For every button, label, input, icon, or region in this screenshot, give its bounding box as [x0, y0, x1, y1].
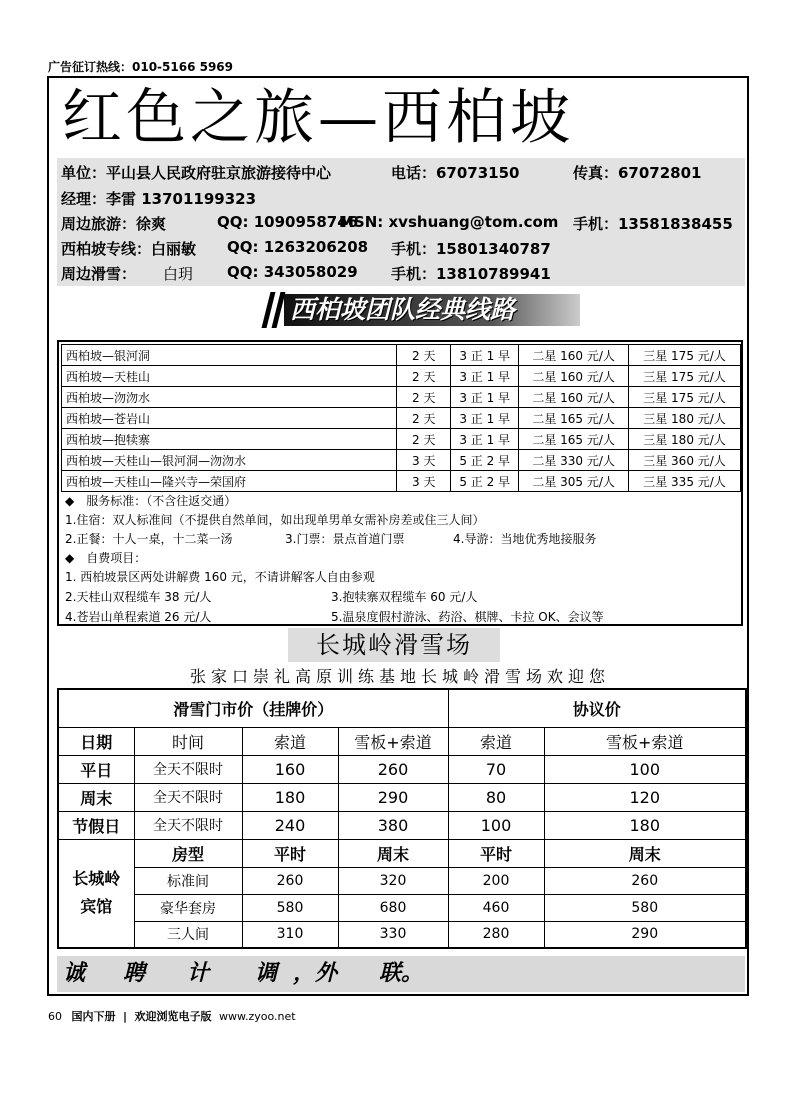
route-days: 2 天 [397, 387, 451, 408]
contact-line-label: 西柏坡专线：白丽敏 [61, 240, 197, 258]
recruit-text: 聘 [123, 961, 146, 986]
price: 240 [242, 811, 338, 839]
hotel-row [58, 921, 746, 948]
contact-tel: 电话：67073150 [391, 164, 520, 182]
extra-item: 5.温泉度假村游泳、药浴、棋牌、卡拉 OK、会议等 [331, 610, 604, 624]
route-name: 西柏坡—抱犊寨 [62, 429, 397, 450]
room-type: 标准间 [134, 867, 242, 894]
hotel-label [58, 839, 134, 948]
route-row [62, 471, 741, 492]
service-meals: 2.正餐：十人一桌，十二菜一汤 [65, 532, 233, 546]
hotel-row [58, 867, 746, 894]
contact-ski-label: 周边滑雪： [61, 265, 137, 283]
footer-separator: | [123, 1010, 128, 1023]
contact-org: 单位：平山县人民政府驻京旅游接待中心 [61, 164, 332, 182]
route-row [62, 387, 741, 408]
hotel-label-line: 长城岭 [72, 869, 121, 889]
time-range: 全天不限时 [134, 783, 242, 811]
rate: 680 [338, 894, 448, 921]
price: 180 [544, 811, 746, 839]
ski-header-row [58, 689, 746, 727]
page-title: 红色之旅—西柏坡 [62, 83, 574, 153]
col-lift: 索道 [448, 727, 544, 755]
service-guide: 4.导游：当地优秀地接服务 [453, 532, 597, 546]
extra-heading: ◆ 自费项目： [65, 551, 147, 565]
route-three-star: 三星 180 元/人 [629, 408, 741, 429]
rate: 290 [544, 921, 746, 948]
route-three-star: 三星 360 元/人 [629, 450, 741, 471]
price: 380 [338, 811, 448, 839]
route-meals: 3 正 1 早 [451, 345, 519, 366]
col-board-lift: 雪板+索道 [544, 727, 746, 755]
rate: 320 [338, 867, 448, 894]
route-days: 2 天 [397, 408, 451, 429]
ad-hotline: 广告征订热线：010-5166 5969 [48, 60, 234, 74]
contact-ski-mobile: 手机：13810789941 [391, 265, 551, 283]
route-row [62, 429, 741, 450]
route-days: 2 天 [397, 366, 451, 387]
route-three-star: 三星 180 元/人 [629, 429, 741, 450]
route-meals: 3 正 1 早 [451, 408, 519, 429]
contact-fax: 传真：67072801 [573, 164, 702, 182]
hotel-row [58, 894, 746, 921]
recruit-text: 调 [255, 961, 278, 986]
ski-price-row [58, 755, 746, 783]
contact-line-mobile: 手机：15801340787 [391, 240, 551, 258]
route-meals: 3 正 1 早 [451, 429, 519, 450]
service-tickets: 3.门票：景点首道门票 [285, 532, 405, 546]
route-meals: 5 正 2 早 [451, 471, 519, 492]
day-type: 平日 [58, 755, 134, 783]
col-weekend: 周末 [338, 839, 448, 867]
route-two-star: 二星 165 元/人 [519, 408, 629, 429]
route-days: 3 天 [397, 471, 451, 492]
contact-tour-label: 周边旅游：徐爽 [61, 215, 167, 233]
col-room-type: 房型 [134, 839, 242, 867]
service-heading: ◆ 服务标准：（不含往返交通） [65, 494, 237, 508]
day-type: 周末 [58, 783, 134, 811]
room-type: 豪华套房 [134, 894, 242, 921]
agreed-price-header: 协议价 [448, 689, 746, 727]
recruit-text: 诚 [63, 961, 86, 986]
extra-item: 4.苍岩山单程索道 26 元/人 [65, 610, 212, 624]
service-lodging: 1.住宿：双人标准间（不提供自然单间，如出现单男单女需补房差或住三人间） [65, 513, 485, 527]
route-days: 2 天 [397, 429, 451, 450]
rate: 200 [448, 867, 544, 894]
day-type: 节假日 [58, 811, 134, 839]
route-name: 西柏坡—银河洞 [62, 345, 397, 366]
route-name: 西柏坡—沕沕水 [62, 387, 397, 408]
ski-resort-subtitle: 张家口崇礼高原训练基地长城岭滑雪场欢迎您 [189, 667, 610, 686]
route-name: 西柏坡—苍岩山 [62, 408, 397, 429]
price: 70 [448, 755, 544, 783]
contact-tour-msn: MSN: xvshuang@tom.com [339, 213, 559, 231]
ski-price-row [58, 811, 746, 839]
route-three-star: 三星 175 元/人 [629, 387, 741, 408]
route-row [62, 345, 741, 366]
recruitment-banner [57, 956, 745, 992]
route-three-star: 三星 175 元/人 [629, 345, 741, 366]
recruit-text: ，外 [293, 961, 338, 986]
footer-url[interactable]: www.zyoo.net [219, 1010, 296, 1023]
routes-banner [262, 292, 582, 328]
price: 160 [242, 755, 338, 783]
market-price-header: 滑雪门市价（挂牌价） [58, 689, 448, 727]
rate: 330 [338, 921, 448, 948]
col-time: 时间 [134, 727, 242, 755]
section-name: 国内下册 [71, 1010, 116, 1023]
route-two-star: 二星 330 元/人 [519, 450, 629, 471]
room-type: 三人间 [134, 921, 242, 948]
route-two-star: 二星 160 元/人 [519, 345, 629, 366]
routes-panel [57, 340, 743, 626]
route-two-star: 二星 160 元/人 [519, 366, 629, 387]
col-date: 日期 [58, 727, 134, 755]
time-range: 全天不限时 [134, 811, 242, 839]
contact-tour-qq: QQ: 1090958746 [217, 213, 359, 231]
page-number: 60 [48, 1010, 62, 1023]
col-weekday: 平时 [242, 839, 338, 867]
route-row [62, 366, 741, 387]
col-lift: 索道 [242, 727, 338, 755]
price: 120 [544, 783, 746, 811]
route-name: 西柏坡—天桂山 [62, 366, 397, 387]
col-board-lift: 雪板+索道 [338, 727, 448, 755]
ski-price-row [58, 783, 746, 811]
contact-ski-qq: QQ: 343058029 [227, 263, 358, 281]
rate: 310 [242, 921, 338, 948]
route-meals: 3 正 1 早 [451, 366, 519, 387]
route-name: 西柏坡—天桂山—银河洞—沕沕水 [62, 450, 397, 471]
contact-manager: 经理：李雷 13701199323 [61, 190, 257, 208]
route-days: 2 天 [397, 345, 451, 366]
route-meals: 3 正 1 早 [451, 387, 519, 408]
hotel-header-row [58, 839, 746, 867]
route-three-star: 三星 335 元/人 [629, 471, 741, 492]
route-two-star: 二星 305 元/人 [519, 471, 629, 492]
col-weekend: 周末 [544, 839, 746, 867]
extra-item: 3.抱犊寨双程缆车 60 元/人 [331, 590, 478, 604]
route-row [62, 408, 741, 429]
page-footer [48, 1008, 296, 1024]
rate: 260 [242, 867, 338, 894]
rate: 580 [242, 894, 338, 921]
route-three-star: 三星 175 元/人 [629, 366, 741, 387]
rate: 460 [448, 894, 544, 921]
price: 100 [448, 811, 544, 839]
footer-tagline: 欢迎浏览电子版 [134, 1010, 212, 1023]
time-range: 全天不限时 [134, 755, 242, 783]
price: 290 [338, 783, 448, 811]
rate: 260 [544, 867, 746, 894]
recruit-text: 联。 [379, 961, 424, 986]
route-meals: 5 正 2 早 [451, 450, 519, 471]
route-row [62, 450, 741, 471]
route-days: 3 天 [397, 450, 451, 471]
route-name: 西柏坡—天桂山—隆兴寺—荣国府 [62, 471, 397, 492]
recruit-text: 计 [187, 961, 210, 986]
price: 180 [242, 783, 338, 811]
contact-panel [57, 158, 745, 286]
extra-item: 2.天桂山双程缆车 38 元/人 [65, 590, 212, 604]
ski-price-table [57, 688, 747, 949]
contact-ski-name: 白玥 [163, 265, 194, 283]
extra-item: 1. 西柏坡景区两处讲解费 160 元，不请讲解客人自由参观 [65, 570, 375, 584]
banner-title: 西柏坡团队经典线路 [290, 295, 516, 324]
route-two-star: 二星 165 元/人 [519, 429, 629, 450]
route-two-star: 二星 160 元/人 [519, 387, 629, 408]
contact-tour-mobile: 手机：13581838455 [573, 215, 733, 233]
price: 80 [448, 783, 544, 811]
price: 260 [338, 755, 448, 783]
contact-line-qq: QQ: 1263206208 [227, 238, 369, 256]
rate: 580 [544, 894, 746, 921]
ski-column-row [58, 727, 746, 755]
routes-table [61, 344, 741, 492]
rate: 280 [448, 921, 544, 948]
hotel-label-line: 宾馆 [80, 897, 113, 917]
ski-resort-title: 长城岭滑雪场 [288, 628, 500, 662]
price: 100 [544, 755, 746, 783]
col-weekday: 平时 [448, 839, 544, 867]
